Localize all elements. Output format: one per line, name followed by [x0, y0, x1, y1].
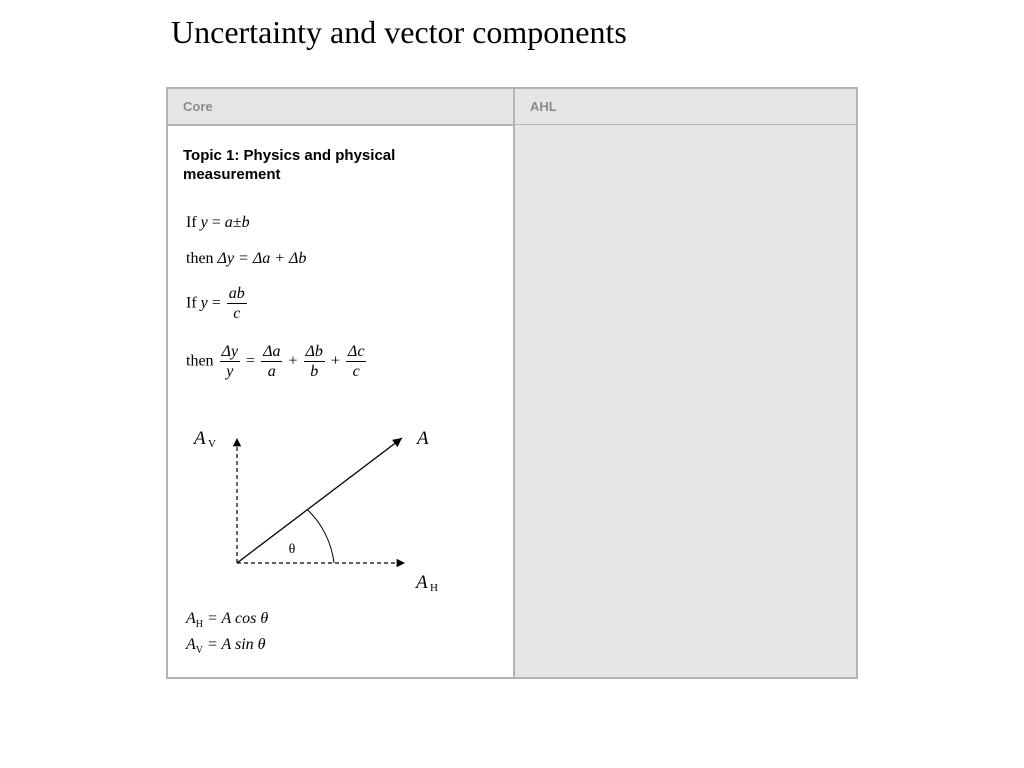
label-horizontal-sub: H — [430, 582, 438, 594]
label-vertical-sub: V — [208, 438, 216, 450]
resultant-vector-line — [237, 438, 402, 563]
syllabus-table — [166, 87, 858, 679]
equation-horizontal-component: $A_H = A$ cos θ — [186, 610, 269, 631]
equation-sum-then: then Δy = Δa + Δb — [186, 250, 307, 267]
ahl-cell — [513, 125, 856, 677]
label-resultant: A — [417, 428, 429, 449]
slide-title: Uncertainty and vector components — [171, 14, 627, 50]
equation-product-then: then $\frac{\Delta y}{y}$ = $\frac{\Delta a}{a}$ + $\frac{\Delta b}{b}$ + $\frac{\Delta c}{c}$ — [186, 343, 365, 380]
equation-vertical-component: $A_V = A$ sin θ — [186, 636, 266, 657]
equation-product-if: If y = $\frac{ab}{c}$ — [186, 285, 245, 322]
equation-sum-if: If y = a±b — [186, 214, 250, 231]
topic-heading: Topic 1: Physics and physical measurement — [183, 147, 396, 183]
vector-diagram — [168, 126, 513, 678]
column-header-ahl: AHL — [513, 89, 856, 125]
label-theta: θ — [288, 542, 296, 557]
label-horizontal-main: A — [416, 572, 428, 593]
core-cell — [168, 125, 513, 677]
angle-arc — [308, 510, 334, 563]
label-vertical-main: A — [194, 428, 206, 449]
column-header-core: Core — [168, 89, 513, 125]
